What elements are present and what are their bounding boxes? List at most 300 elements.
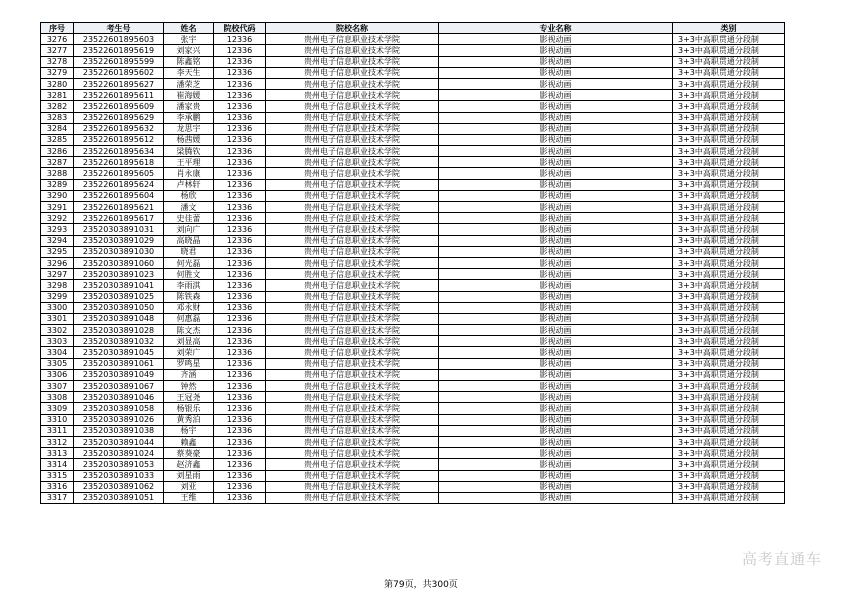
table-row xyxy=(41,101,785,112)
cell-major: 影视动画 xyxy=(439,202,673,213)
cell-major: 影视动画 xyxy=(439,269,673,280)
cell-category: 3+3中高职贯通分段制 xyxy=(673,168,785,179)
cell-major: 影视动画 xyxy=(439,302,673,313)
cell-name: 刘荣广 xyxy=(164,347,214,358)
cell-school-code: 12336 xyxy=(214,45,266,56)
cell-seq: 3311 xyxy=(41,425,74,436)
cell-category: 3+3中高职贯通分段制 xyxy=(673,280,785,291)
cell-major: 影视动画 xyxy=(439,246,673,257)
cell-exam-id: 23522601895603 xyxy=(74,34,164,45)
admission-list-table xyxy=(40,22,785,504)
cell-name: 刘向广 xyxy=(164,224,214,235)
cell-seq: 3309 xyxy=(41,403,74,414)
cell-category: 3+3中高职贯通分段制 xyxy=(673,235,785,246)
cell-school-name: 贵州电子信息职业技术学院 xyxy=(266,56,439,67)
cell-school-code: 12336 xyxy=(214,101,266,112)
table-row xyxy=(41,280,785,291)
cell-seq: 3276 xyxy=(41,34,74,45)
cell-category: 3+3中高职贯通分段制 xyxy=(673,157,785,168)
cell-exam-id: 23522601895621 xyxy=(74,202,164,213)
cell-name: 邓永财 xyxy=(164,302,214,313)
cell-school-code: 12336 xyxy=(214,403,266,414)
table-row xyxy=(41,291,785,302)
table-row xyxy=(41,90,785,101)
table-row xyxy=(41,448,785,459)
cell-name: 张宇 xyxy=(164,34,214,45)
cell-major: 影视动画 xyxy=(439,481,673,492)
cell-seq: 3303 xyxy=(41,336,74,347)
table-row xyxy=(41,257,785,268)
cell-exam-id: 23522601895602 xyxy=(74,67,164,78)
cell-category: 3+3中高职贯通分段制 xyxy=(673,347,785,358)
table-row xyxy=(41,56,785,67)
cell-exam-id: 23522601895619 xyxy=(74,45,164,56)
cell-school-code: 12336 xyxy=(214,67,266,78)
cell-school-name: 贵州电子信息职业技术学院 xyxy=(266,302,439,313)
cell-category: 3+3中高职贯通分段制 xyxy=(673,470,785,481)
cell-name: 潘文 xyxy=(164,202,214,213)
cell-name: 钟然 xyxy=(164,381,214,392)
cell-major: 影视动画 xyxy=(439,313,673,324)
cell-school-code: 12336 xyxy=(214,381,266,392)
cell-name: 龙思宇 xyxy=(164,123,214,134)
cell-seq: 3294 xyxy=(41,235,74,246)
cell-major: 影视动画 xyxy=(439,213,673,224)
cell-major: 影视动画 xyxy=(439,168,673,179)
table-row xyxy=(41,112,785,123)
table-row xyxy=(41,369,785,380)
cell-major: 影视动画 xyxy=(439,291,673,302)
cell-school-name: 贵州电子信息职业技术学院 xyxy=(266,179,439,190)
cell-seq: 3301 xyxy=(41,313,74,324)
cell-exam-id: 23520303891023 xyxy=(74,269,164,280)
cell-exam-id: 23520303891045 xyxy=(74,347,164,358)
cell-school-name: 贵州电子信息职业技术学院 xyxy=(266,448,439,459)
table-row xyxy=(41,123,785,134)
table-row xyxy=(41,78,785,89)
cell-major: 影视动画 xyxy=(439,470,673,481)
cell-name: 高晓晶 xyxy=(164,235,214,246)
cell-name: 刘亚 xyxy=(164,481,214,492)
cell-name: 何光磊 xyxy=(164,257,214,268)
cell-seq: 3297 xyxy=(41,269,74,280)
cell-exam-id: 23520303891028 xyxy=(74,325,164,336)
cell-major: 影视动画 xyxy=(439,157,673,168)
cell-name: 蔡葵豪 xyxy=(164,448,214,459)
cell-category: 3+3中高职贯通分段制 xyxy=(673,134,785,145)
cell-seq: 3287 xyxy=(41,157,74,168)
cell-exam-id: 23520303891025 xyxy=(74,291,164,302)
cell-school-name: 贵州电子信息职业技术学院 xyxy=(266,492,439,503)
cell-school-code: 12336 xyxy=(214,313,266,324)
cell-name: 李承鹏 xyxy=(164,112,214,123)
cell-exam-id: 23520303891058 xyxy=(74,403,164,414)
cell-name: 赖鑫 xyxy=(164,436,214,447)
cell-school-name: 贵州电子信息职业技术学院 xyxy=(266,336,439,347)
cell-exam-id: 23520303891038 xyxy=(74,425,164,436)
cell-exam-id: 23520303891049 xyxy=(74,369,164,380)
cell-category: 3+3中高职贯通分段制 xyxy=(673,179,785,190)
cell-school-name: 贵州电子信息职业技术学院 xyxy=(266,381,439,392)
cell-category: 3+3中高职贯通分段制 xyxy=(673,436,785,447)
table-row xyxy=(41,67,785,78)
cell-name: 刘家兴 xyxy=(164,45,214,56)
cell-name: 刘显高 xyxy=(164,336,214,347)
cell-school-code: 12336 xyxy=(214,202,266,213)
cell-school-code: 12336 xyxy=(214,436,266,447)
cell-seq: 3279 xyxy=(41,67,74,78)
cell-seq: 3313 xyxy=(41,448,74,459)
table-row xyxy=(41,325,785,336)
cell-seq: 3300 xyxy=(41,302,74,313)
cell-school-code: 12336 xyxy=(214,459,266,470)
cell-major: 影视动画 xyxy=(439,146,673,157)
cell-category: 3+3中高职贯通分段制 xyxy=(673,101,785,112)
cell-seq: 3281 xyxy=(41,90,74,101)
table-row xyxy=(41,302,785,313)
cell-school-name: 贵州电子信息职业技术学院 xyxy=(266,459,439,470)
cell-school-code: 12336 xyxy=(214,280,266,291)
cell-school-name: 贵州电子信息职业技术学院 xyxy=(266,347,439,358)
cell-school-name: 贵州电子信息职业技术学院 xyxy=(266,325,439,336)
cell-category: 3+3中高职贯通分段制 xyxy=(673,112,785,123)
header-row xyxy=(41,23,785,34)
cell-school-name: 贵州电子信息职业技术学院 xyxy=(266,112,439,123)
cell-category: 3+3中高职贯通分段制 xyxy=(673,34,785,45)
cell-school-name: 贵州电子信息职业技术学院 xyxy=(266,358,439,369)
table-row xyxy=(41,392,785,403)
cell-name: 陈铁森 xyxy=(164,291,214,302)
table-row xyxy=(41,269,785,280)
table-row xyxy=(41,425,785,436)
cell-school-code: 12336 xyxy=(214,90,266,101)
cell-name: 史佳蕾 xyxy=(164,213,214,224)
cell-school-code: 12336 xyxy=(214,291,266,302)
cell-exam-id: 23522601895634 xyxy=(74,146,164,157)
cell-major: 影视动画 xyxy=(439,336,673,347)
cell-name: 潘荣芝 xyxy=(164,78,214,89)
cell-school-code: 12336 xyxy=(214,134,266,145)
cell-school-name: 贵州电子信息职业技术学院 xyxy=(266,90,439,101)
cell-category: 3+3中高职贯通分段制 xyxy=(673,448,785,459)
table-row xyxy=(41,213,785,224)
table-row xyxy=(41,146,785,157)
cell-name: 王平理 xyxy=(164,157,214,168)
cell-school-name: 贵州电子信息职业技术学院 xyxy=(266,257,439,268)
cell-category: 3+3中高职贯通分段制 xyxy=(673,336,785,347)
cell-category: 3+3中高职贯通分段制 xyxy=(673,90,785,101)
cell-seq: 3308 xyxy=(41,392,74,403)
cell-seq: 3316 xyxy=(41,481,74,492)
cell-category: 3+3中高职贯通分段制 xyxy=(673,302,785,313)
cell-school-code: 12336 xyxy=(214,224,266,235)
cell-exam-id: 23522601895618 xyxy=(74,157,164,168)
cell-category: 3+3中高职贯通分段制 xyxy=(673,403,785,414)
cell-name: 卢林轩 xyxy=(164,179,214,190)
cell-exam-id: 23520303891048 xyxy=(74,313,164,324)
cell-school-code: 12336 xyxy=(214,414,266,425)
cell-exam-id: 23522601895604 xyxy=(74,190,164,201)
cell-school-code: 12336 xyxy=(214,246,266,257)
cell-category: 3+3中高职贯通分段制 xyxy=(673,481,785,492)
cell-major: 影视动画 xyxy=(439,235,673,246)
cell-seq: 3291 xyxy=(41,202,74,213)
cell-school-name: 贵州电子信息职业技术学院 xyxy=(266,425,439,436)
table-row xyxy=(41,436,785,447)
cell-category: 3+3中高职贯通分段制 xyxy=(673,202,785,213)
cell-school-name: 贵州电子信息职业技术学院 xyxy=(266,403,439,414)
col-header-name: 姓名 xyxy=(164,23,214,34)
cell-exam-id: 23522601895605 xyxy=(74,168,164,179)
cell-major: 影视动画 xyxy=(439,280,673,291)
cell-school-name: 贵州电子信息职业技术学院 xyxy=(266,436,439,447)
cell-major: 影视动画 xyxy=(439,224,673,235)
cell-school-name: 贵州电子信息职业技术学院 xyxy=(266,134,439,145)
table-row xyxy=(41,246,785,257)
cell-major: 影视动画 xyxy=(439,436,673,447)
cell-school-name: 贵州电子信息职业技术学院 xyxy=(266,291,439,302)
cell-major: 影视动画 xyxy=(439,459,673,470)
cell-seq: 3277 xyxy=(41,45,74,56)
cell-category: 3+3中高职贯通分段制 xyxy=(673,358,785,369)
table-row xyxy=(41,459,785,470)
cell-school-code: 12336 xyxy=(214,146,266,157)
cell-seq: 3284 xyxy=(41,123,74,134)
cell-major: 影视动画 xyxy=(439,414,673,425)
cell-name: 陈文杰 xyxy=(164,325,214,336)
cell-category: 3+3中高职贯通分段制 xyxy=(673,78,785,89)
cell-seq: 3296 xyxy=(41,257,74,268)
cell-category: 3+3中高职贯通分段制 xyxy=(673,392,785,403)
cell-school-name: 贵州电子信息职业技术学院 xyxy=(266,269,439,280)
table-row xyxy=(41,313,785,324)
cell-school-name: 贵州电子信息职业技术学院 xyxy=(266,481,439,492)
cell-seq: 3305 xyxy=(41,358,74,369)
cell-category: 3+3中高职贯通分段制 xyxy=(673,414,785,425)
col-header-major: 专业名称 xyxy=(439,23,673,34)
cell-school-name: 贵州电子信息职业技术学院 xyxy=(266,246,439,257)
cell-school-name: 贵州电子信息职业技术学院 xyxy=(266,313,439,324)
cell-seq: 3288 xyxy=(41,168,74,179)
cell-name: 何胜文 xyxy=(164,269,214,280)
cell-seq: 3282 xyxy=(41,101,74,112)
cell-category: 3+3中高职贯通分段制 xyxy=(673,369,785,380)
cell-seq: 3292 xyxy=(41,213,74,224)
cell-major: 影视动画 xyxy=(439,257,673,268)
cell-school-code: 12336 xyxy=(214,168,266,179)
cell-seq: 3298 xyxy=(41,280,74,291)
cell-exam-id: 23522601895624 xyxy=(74,179,164,190)
cell-school-name: 贵州电子信息职业技术学院 xyxy=(266,157,439,168)
cell-school-code: 12336 xyxy=(214,347,266,358)
watermark-text: 高考直通车 xyxy=(741,550,822,568)
cell-school-code: 12336 xyxy=(214,78,266,89)
cell-name: 潘家贵 xyxy=(164,101,214,112)
cell-school-code: 12336 xyxy=(214,235,266,246)
table-row xyxy=(41,179,785,190)
cell-seq: 3290 xyxy=(41,190,74,201)
cell-seq: 3285 xyxy=(41,134,74,145)
cell-school-name: 贵州电子信息职业技术学院 xyxy=(266,67,439,78)
cell-major: 影视动画 xyxy=(439,190,673,201)
cell-school-name: 贵州电子信息职业技术学院 xyxy=(266,213,439,224)
table-row xyxy=(41,134,785,145)
cell-major: 影视动画 xyxy=(439,381,673,392)
cell-major: 影视动画 xyxy=(439,425,673,436)
cell-major: 影视动画 xyxy=(439,179,673,190)
table-row xyxy=(41,190,785,201)
cell-major: 影视动画 xyxy=(439,67,673,78)
table-row xyxy=(41,403,785,414)
cell-exam-id: 23520303891053 xyxy=(74,459,164,470)
cell-school-code: 12336 xyxy=(214,392,266,403)
cell-school-code: 12336 xyxy=(214,492,266,503)
cell-school-code: 12336 xyxy=(214,481,266,492)
cell-school-name: 贵州电子信息职业技术学院 xyxy=(266,414,439,425)
cell-exam-id: 23520303891060 xyxy=(74,257,164,268)
cell-exam-id: 23520303891032 xyxy=(74,336,164,347)
cell-school-code: 12336 xyxy=(214,325,266,336)
col-header-school-name: 院校名称 xyxy=(266,23,439,34)
cell-school-name: 贵州电子信息职业技术学院 xyxy=(266,168,439,179)
cell-major: 影视动画 xyxy=(439,369,673,380)
cell-school-code: 12336 xyxy=(214,190,266,201)
cell-major: 影视动画 xyxy=(439,134,673,145)
cell-name: 梁腾钦 xyxy=(164,146,214,157)
cell-category: 3+3中高职贯通分段制 xyxy=(673,56,785,67)
cell-seq: 3283 xyxy=(41,112,74,123)
cell-seq: 3304 xyxy=(41,347,74,358)
cell-school-code: 12336 xyxy=(214,369,266,380)
cell-exam-id: 23522601895617 xyxy=(74,213,164,224)
cell-seq: 3286 xyxy=(41,146,74,157)
cell-name: 杨银乐 xyxy=(164,403,214,414)
cell-name: 杨欣 xyxy=(164,190,214,201)
cell-major: 影视动画 xyxy=(439,56,673,67)
cell-school-code: 12336 xyxy=(214,112,266,123)
cell-major: 影视动画 xyxy=(439,492,673,503)
cell-school-code: 12336 xyxy=(214,179,266,190)
cell-name: 齐涵 xyxy=(164,369,214,380)
cell-major: 影视动画 xyxy=(439,347,673,358)
cell-category: 3+3中高职贯通分段制 xyxy=(673,425,785,436)
cell-exam-id: 23520303891061 xyxy=(74,358,164,369)
cell-exam-id: 23520303891030 xyxy=(74,246,164,257)
cell-school-code: 12336 xyxy=(214,269,266,280)
table-row xyxy=(41,492,785,503)
cell-category: 3+3中高职贯通分段制 xyxy=(673,492,785,503)
cell-exam-id: 23522601895611 xyxy=(74,90,164,101)
cell-school-name: 贵州电子信息职业技术学院 xyxy=(266,101,439,112)
col-header-exam-id: 考生号 xyxy=(74,23,164,34)
cell-school-code: 12336 xyxy=(214,448,266,459)
cell-name: 李雨淇 xyxy=(164,280,214,291)
cell-category: 3+3中高职贯通分段制 xyxy=(673,67,785,78)
cell-name: 赵济鑫 xyxy=(164,459,214,470)
cell-category: 3+3中高职贯通分段制 xyxy=(673,246,785,257)
cell-school-name: 贵州电子信息职业技术学院 xyxy=(266,280,439,291)
cell-school-name: 贵州电子信息职业技术学院 xyxy=(266,78,439,89)
cell-seq: 3314 xyxy=(41,459,74,470)
cell-name: 李天生 xyxy=(164,67,214,78)
cell-seq: 3306 xyxy=(41,369,74,380)
cell-school-name: 贵州电子信息职业技术学院 xyxy=(266,146,439,157)
cell-school-code: 12336 xyxy=(214,336,266,347)
cell-seq: 3280 xyxy=(41,78,74,89)
cell-seq: 3299 xyxy=(41,291,74,302)
table-row xyxy=(41,358,785,369)
cell-school-code: 12336 xyxy=(214,302,266,313)
col-header-school-code: 院校代码 xyxy=(214,23,266,34)
cell-name: 杨茜媛 xyxy=(164,134,214,145)
table-row xyxy=(41,414,785,425)
cell-exam-id: 23520303891062 xyxy=(74,481,164,492)
cell-name: 崔海媛 xyxy=(164,90,214,101)
cell-school-code: 12336 xyxy=(214,257,266,268)
table-row xyxy=(41,157,785,168)
cell-category: 3+3中高职贯通分段制 xyxy=(673,146,785,157)
cell-name: 罗鸣星 xyxy=(164,358,214,369)
cell-school-code: 12336 xyxy=(214,56,266,67)
cell-category: 3+3中高职贯通分段制 xyxy=(673,123,785,134)
table-row xyxy=(41,224,785,235)
cell-major: 影视动画 xyxy=(439,358,673,369)
cell-major: 影视动画 xyxy=(439,448,673,459)
cell-major: 影视动画 xyxy=(439,392,673,403)
cell-exam-id: 23522601895609 xyxy=(74,101,164,112)
cell-exam-id: 23520303891031 xyxy=(74,224,164,235)
cell-name: 何惠磊 xyxy=(164,313,214,324)
cell-seq: 3315 xyxy=(41,470,74,481)
cell-name: 杨宇 xyxy=(164,425,214,436)
cell-seq: 3293 xyxy=(41,224,74,235)
cell-school-name: 贵州电子信息职业技术学院 xyxy=(266,369,439,380)
cell-seq: 3307 xyxy=(41,381,74,392)
cell-school-name: 贵州电子信息职业技术学院 xyxy=(266,202,439,213)
cell-name: 黄秀泊 xyxy=(164,414,214,425)
table-row xyxy=(41,34,785,45)
cell-exam-id: 23520303891044 xyxy=(74,436,164,447)
cell-major: 影视动画 xyxy=(439,325,673,336)
cell-seq: 3295 xyxy=(41,246,74,257)
cell-category: 3+3中高职贯通分段制 xyxy=(673,269,785,280)
cell-name: 王冠尧 xyxy=(164,392,214,403)
cell-school-code: 12336 xyxy=(214,157,266,168)
cell-major: 影视动画 xyxy=(439,45,673,56)
cell-exam-id: 23520303891041 xyxy=(74,280,164,291)
cell-exam-id: 23520303891026 xyxy=(74,414,164,425)
table-row xyxy=(41,202,785,213)
cell-category: 3+3中高职贯通分段制 xyxy=(673,213,785,224)
cell-seq: 3289 xyxy=(41,179,74,190)
cell-exam-id: 23522601895599 xyxy=(74,56,164,67)
cell-school-code: 12336 xyxy=(214,123,266,134)
cell-school-name: 贵州电子信息职业技术学院 xyxy=(266,190,439,201)
cell-seq: 3317 xyxy=(41,492,74,503)
table-row xyxy=(41,481,785,492)
page-footer: 第79页，共300页 xyxy=(384,580,458,590)
cell-category: 3+3中高职贯通分段制 xyxy=(673,190,785,201)
cell-exam-id: 23520303891046 xyxy=(74,392,164,403)
cell-exam-id: 23522601895627 xyxy=(74,78,164,89)
cell-major: 影视动画 xyxy=(439,101,673,112)
cell-category: 3+3中高职贯通分段制 xyxy=(673,459,785,470)
cell-school-code: 12336 xyxy=(214,213,266,224)
table-row xyxy=(41,336,785,347)
cell-exam-id: 23522601895632 xyxy=(74,123,164,134)
cell-major: 影视动画 xyxy=(439,34,673,45)
cell-exam-id: 23522601895612 xyxy=(74,134,164,145)
